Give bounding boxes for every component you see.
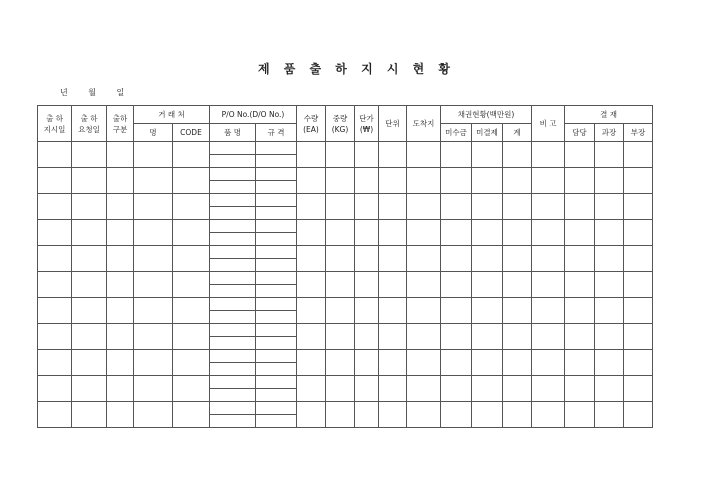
table-cell[interactable]: [407, 402, 441, 428]
table-row: [38, 376, 653, 389]
table-cell[interactable]: [326, 350, 355, 376]
table-cell[interactable]: [624, 376, 653, 402]
table-cell[interactable]: [107, 220, 134, 246]
cell-item-name[interactable]: [210, 415, 256, 428]
cell-item-spec[interactable]: [256, 285, 297, 298]
table-cell[interactable]: [472, 402, 503, 428]
cell-item-spec[interactable]: [256, 181, 297, 194]
table-cell[interactable]: [472, 324, 503, 350]
cell-item-spec[interactable]: [256, 337, 297, 350]
table-cell[interactable]: [72, 376, 107, 402]
table-cell[interactable]: [624, 142, 653, 168]
table-cell[interactable]: [173, 168, 210, 194]
cell-item-spec[interactable]: [256, 402, 297, 415]
table-cell[interactable]: [503, 350, 532, 376]
table-cell[interactable]: [107, 376, 134, 402]
table-cell[interactable]: [441, 402, 472, 428]
table-cell[interactable]: [441, 350, 472, 376]
table-cell[interactable]: [72, 350, 107, 376]
header-customer: 거 래 처: [134, 106, 210, 124]
table-cell[interactable]: [72, 220, 107, 246]
table-cell[interactable]: [297, 402, 326, 428]
table-cell[interactable]: [379, 168, 407, 194]
table-cell[interactable]: [472, 168, 503, 194]
table-cell[interactable]: [326, 142, 355, 168]
table-cell[interactable]: [595, 220, 624, 246]
cell-item-name[interactable]: [210, 311, 256, 324]
table-cell[interactable]: [355, 298, 379, 324]
table-cell[interactable]: [107, 350, 134, 376]
table-cell[interactable]: [565, 246, 595, 272]
header-ship-type: 출하 구분: [107, 106, 134, 142]
table-cell[interactable]: [297, 298, 326, 324]
table-cell[interactable]: [565, 194, 595, 220]
table-cell[interactable]: [38, 194, 72, 220]
cell-item-name[interactable]: [210, 220, 256, 233]
table-cell[interactable]: [173, 220, 210, 246]
table-cell[interactable]: [532, 246, 565, 272]
table-cell[interactable]: [407, 376, 441, 402]
table-cell[interactable]: [624, 220, 653, 246]
table-cell[interactable]: [355, 220, 379, 246]
table-cell[interactable]: [38, 324, 72, 350]
table-cell[interactable]: [355, 194, 379, 220]
table-cell[interactable]: [503, 272, 532, 298]
table-row: [38, 246, 653, 259]
cell-item-spec[interactable]: [256, 220, 297, 233]
table-cell[interactable]: [355, 376, 379, 402]
table-cell[interactable]: [326, 246, 355, 272]
cell-item-spec[interactable]: [256, 155, 297, 168]
page-title: 제 품 출 하 지 시 현 황: [258, 62, 455, 76]
cell-item-name[interactable]: [210, 363, 256, 376]
cell-item-spec[interactable]: [256, 246, 297, 259]
table-row: [38, 220, 653, 233]
table-cell[interactable]: [565, 168, 595, 194]
header-approval-staff: 담당: [565, 124, 595, 142]
table-cell[interactable]: [72, 142, 107, 168]
header-destination: 도착지: [407, 106, 441, 142]
header-receivables: 채권현황(백만원): [441, 106, 532, 124]
table-cell[interactable]: [297, 376, 326, 402]
table-row: [38, 324, 653, 337]
table-cell[interactable]: [441, 194, 472, 220]
table-cell[interactable]: [441, 246, 472, 272]
table-cell[interactable]: [503, 142, 532, 168]
cell-item-name[interactable]: [210, 389, 256, 402]
cell-item-spec[interactable]: [256, 350, 297, 363]
cell-item-name[interactable]: [210, 350, 256, 363]
table-cell[interactable]: [326, 220, 355, 246]
table-cell[interactable]: [441, 142, 472, 168]
table-cell[interactable]: [472, 194, 503, 220]
table-cell[interactable]: [379, 350, 407, 376]
table-cell[interactable]: [72, 298, 107, 324]
table-cell[interactable]: [407, 142, 441, 168]
table-cell[interactable]: [624, 402, 653, 428]
cell-item-name[interactable]: [210, 324, 256, 337]
table-cell[interactable]: [107, 272, 134, 298]
cell-item-name[interactable]: [210, 246, 256, 259]
table-cell[interactable]: [326, 194, 355, 220]
cell-item-name[interactable]: [210, 181, 256, 194]
header-ship-order-date: 출 하 지시일: [38, 106, 72, 142]
table-cell[interactable]: [326, 298, 355, 324]
table-cell[interactable]: [407, 324, 441, 350]
header-total: 계: [503, 124, 532, 142]
table-row: [38, 350, 653, 363]
header-quantity: 수량 (EA): [297, 106, 326, 142]
table-cell[interactable]: [107, 324, 134, 350]
table-cell[interactable]: [532, 324, 565, 350]
table-cell[interactable]: [134, 142, 173, 168]
cell-item-spec[interactable]: [256, 324, 297, 337]
cell-item-name[interactable]: [210, 402, 256, 415]
table-cell[interactable]: [326, 402, 355, 428]
table-cell[interactable]: [595, 142, 624, 168]
table-cell[interactable]: [355, 272, 379, 298]
header-approval-manager: 과장: [595, 124, 624, 142]
table-cell[interactable]: [38, 246, 72, 272]
table-cell[interactable]: [472, 298, 503, 324]
table-cell[interactable]: [72, 324, 107, 350]
table-cell[interactable]: [379, 142, 407, 168]
table-cell[interactable]: [72, 272, 107, 298]
table-cell[interactable]: [407, 298, 441, 324]
cell-item-spec[interactable]: [256, 259, 297, 272]
table-cell[interactable]: [297, 220, 326, 246]
table-cell[interactable]: [297, 246, 326, 272]
table-cell[interactable]: [441, 376, 472, 402]
table-cell[interactable]: [38, 220, 72, 246]
cell-item-name[interactable]: [210, 194, 256, 207]
table-cell[interactable]: [565, 350, 595, 376]
table-cell[interactable]: [134, 298, 173, 324]
table-cell[interactable]: [173, 142, 210, 168]
shipment-table: [37, 105, 653, 428]
table-cell[interactable]: [107, 142, 134, 168]
header-approval: 결 재: [565, 106, 653, 124]
table-cell[interactable]: [38, 168, 72, 194]
cell-item-spec[interactable]: [256, 415, 297, 428]
table-cell[interactable]: [297, 272, 326, 298]
cell-item-name[interactable]: [210, 168, 256, 181]
table-cell[interactable]: [173, 298, 210, 324]
header-unit: 단위: [379, 106, 407, 142]
table-cell[interactable]: [565, 402, 595, 428]
table-cell[interactable]: [532, 350, 565, 376]
cell-item-spec[interactable]: [256, 376, 297, 389]
table-cell[interactable]: [379, 402, 407, 428]
table-cell[interactable]: [134, 168, 173, 194]
table-cell[interactable]: [532, 220, 565, 246]
table-cell[interactable]: [407, 272, 441, 298]
cell-item-name[interactable]: [210, 298, 256, 311]
table-cell[interactable]: [595, 376, 624, 402]
table-cell[interactable]: [355, 168, 379, 194]
table-cell[interactable]: [624, 350, 653, 376]
table-cell[interactable]: [503, 402, 532, 428]
table-row: [38, 194, 653, 207]
cell-item-spec[interactable]: [256, 233, 297, 246]
table-row: [38, 168, 653, 181]
cell-item-name[interactable]: [210, 376, 256, 389]
table-cell[interactable]: [355, 246, 379, 272]
table-cell[interactable]: [503, 298, 532, 324]
header-approval-director: 부장: [624, 124, 653, 142]
table-cell[interactable]: [503, 168, 532, 194]
table-cell[interactable]: [441, 324, 472, 350]
table-cell[interactable]: [297, 194, 326, 220]
table-cell[interactable]: [595, 402, 624, 428]
table-cell[interactable]: [355, 142, 379, 168]
cell-item-name[interactable]: [210, 259, 256, 272]
table-cell[interactable]: [441, 272, 472, 298]
table-cell[interactable]: [297, 142, 326, 168]
table-cell[interactable]: [134, 272, 173, 298]
table-cell[interactable]: [532, 142, 565, 168]
table-cell[interactable]: [565, 324, 595, 350]
cell-item-name[interactable]: [210, 142, 256, 155]
table-cell[interactable]: [38, 402, 72, 428]
table-cell[interactable]: [326, 324, 355, 350]
cell-item-spec[interactable]: [256, 207, 297, 220]
table-cell[interactable]: [379, 194, 407, 220]
cell-item-name[interactable]: [210, 337, 256, 350]
table-cell[interactable]: [107, 298, 134, 324]
table-cell[interactable]: [565, 142, 595, 168]
header-uncollected: 미수금: [441, 124, 472, 142]
table-cell[interactable]: [472, 220, 503, 246]
table-cell[interactable]: [72, 194, 107, 220]
table-cell[interactable]: [173, 350, 210, 376]
table-cell[interactable]: [503, 194, 532, 220]
cell-item-name[interactable]: [210, 272, 256, 285]
date-line: 년 월 일: [60, 88, 125, 97]
table-cell[interactable]: [407, 220, 441, 246]
table-cell[interactable]: [326, 376, 355, 402]
cell-item-spec[interactable]: [256, 272, 297, 285]
table-cell[interactable]: [134, 220, 173, 246]
header-unsettled: 미결제: [472, 124, 503, 142]
table-cell[interactable]: [532, 376, 565, 402]
table-cell[interactable]: [355, 350, 379, 376]
table-cell[interactable]: [379, 272, 407, 298]
table-cell[interactable]: [72, 402, 107, 428]
table-cell[interactable]: [503, 246, 532, 272]
table-cell[interactable]: [326, 168, 355, 194]
table-cell[interactable]: [134, 350, 173, 376]
header-po-no: P/O No.(D/O No.): [210, 106, 297, 124]
header-item-spec: 규 격: [256, 124, 297, 142]
header-unit-price: 단가 (₩): [355, 106, 379, 142]
table-cell[interactable]: [407, 350, 441, 376]
cell-item-spec[interactable]: [256, 194, 297, 207]
table-cell[interactable]: [38, 142, 72, 168]
table-cell[interactable]: [624, 272, 653, 298]
table-cell[interactable]: [379, 376, 407, 402]
table-cell[interactable]: [532, 168, 565, 194]
table-cell[interactable]: [472, 376, 503, 402]
table-row: [38, 402, 653, 415]
table-row: [38, 272, 653, 285]
table-cell[interactable]: [107, 246, 134, 272]
table-cell[interactable]: [297, 324, 326, 350]
table-cell[interactable]: [503, 220, 532, 246]
table-row: [38, 142, 653, 155]
table-cell[interactable]: [107, 168, 134, 194]
table-cell[interactable]: [565, 298, 595, 324]
table-cell[interactable]: [595, 168, 624, 194]
table-cell[interactable]: [624, 168, 653, 194]
cell-item-spec[interactable]: [256, 311, 297, 324]
table-cell[interactable]: [38, 376, 72, 402]
table-cell[interactable]: [595, 298, 624, 324]
table-cell[interactable]: [503, 324, 532, 350]
table-cell[interactable]: [355, 324, 379, 350]
table-cell[interactable]: [441, 298, 472, 324]
table-cell[interactable]: [472, 246, 503, 272]
cell-item-spec[interactable]: [256, 389, 297, 402]
table-cell[interactable]: [72, 246, 107, 272]
table-cell[interactable]: [107, 402, 134, 428]
header-row-top: [38, 106, 653, 124]
table-cell[interactable]: [38, 272, 72, 298]
header-item-name: 품 명: [210, 124, 256, 142]
table-cell[interactable]: [407, 194, 441, 220]
table-cell[interactable]: [379, 324, 407, 350]
table-cell[interactable]: [134, 376, 173, 402]
cell-item-spec[interactable]: [256, 363, 297, 376]
cell-item-name[interactable]: [210, 155, 256, 168]
table-cell[interactable]: [72, 168, 107, 194]
table-cell[interactable]: [407, 246, 441, 272]
table-cell[interactable]: [624, 298, 653, 324]
table-cell[interactable]: [624, 246, 653, 272]
cell-item-name[interactable]: [210, 233, 256, 246]
cell-item-spec[interactable]: [256, 168, 297, 181]
table-cell[interactable]: [565, 272, 595, 298]
table-cell[interactable]: [624, 194, 653, 220]
header-ship-request-date: 출 하 요청일: [72, 106, 107, 142]
table-cell[interactable]: [107, 194, 134, 220]
table-cell[interactable]: [134, 194, 173, 220]
table-cell[interactable]: [441, 220, 472, 246]
table-cell[interactable]: [38, 350, 72, 376]
cell-item-name[interactable]: [210, 207, 256, 220]
table-cell[interactable]: [134, 402, 173, 428]
table-cell[interactable]: [532, 298, 565, 324]
table-cell[interactable]: [134, 246, 173, 272]
table-cell[interactable]: [595, 350, 624, 376]
table-cell[interactable]: [472, 350, 503, 376]
table-cell[interactable]: [355, 402, 379, 428]
table-cell[interactable]: [379, 220, 407, 246]
cell-item-name[interactable]: [210, 285, 256, 298]
table-cell[interactable]: [624, 324, 653, 350]
table-cell[interactable]: [532, 194, 565, 220]
table-cell[interactable]: [472, 272, 503, 298]
table-cell[interactable]: [565, 376, 595, 402]
table-cell[interactable]: [532, 272, 565, 298]
table-cell[interactable]: [441, 168, 472, 194]
table-cell[interactable]: [595, 324, 624, 350]
table-cell[interactable]: [173, 324, 210, 350]
table-cell[interactable]: [297, 350, 326, 376]
cell-item-spec[interactable]: [256, 298, 297, 311]
table-cell[interactable]: [595, 246, 624, 272]
header-customer-code: CODE: [173, 124, 210, 142]
table-cell[interactable]: [532, 402, 565, 428]
table-cell[interactable]: [173, 246, 210, 272]
table-cell[interactable]: [595, 272, 624, 298]
header-weight: 중량 (KG): [326, 106, 355, 142]
table-cell[interactable]: [326, 272, 355, 298]
table-cell[interactable]: [379, 298, 407, 324]
table-cell[interactable]: [379, 246, 407, 272]
table-cell[interactable]: [38, 298, 72, 324]
table-cell[interactable]: [173, 194, 210, 220]
header-remarks: 비 고: [532, 106, 565, 142]
table-cell[interactable]: [134, 324, 173, 350]
table-cell[interactable]: [173, 376, 210, 402]
table-cell[interactable]: [503, 376, 532, 402]
table-cell[interactable]: [173, 272, 210, 298]
header-customer-name: 명: [134, 124, 173, 142]
table-cell[interactable]: [595, 194, 624, 220]
table-row: [38, 298, 653, 311]
cell-item-spec[interactable]: [256, 142, 297, 155]
table-cell[interactable]: [565, 220, 595, 246]
table-cell[interactable]: [297, 168, 326, 194]
table-cell[interactable]: [173, 402, 210, 428]
table-cell[interactable]: [407, 168, 441, 194]
table-cell[interactable]: [472, 142, 503, 168]
